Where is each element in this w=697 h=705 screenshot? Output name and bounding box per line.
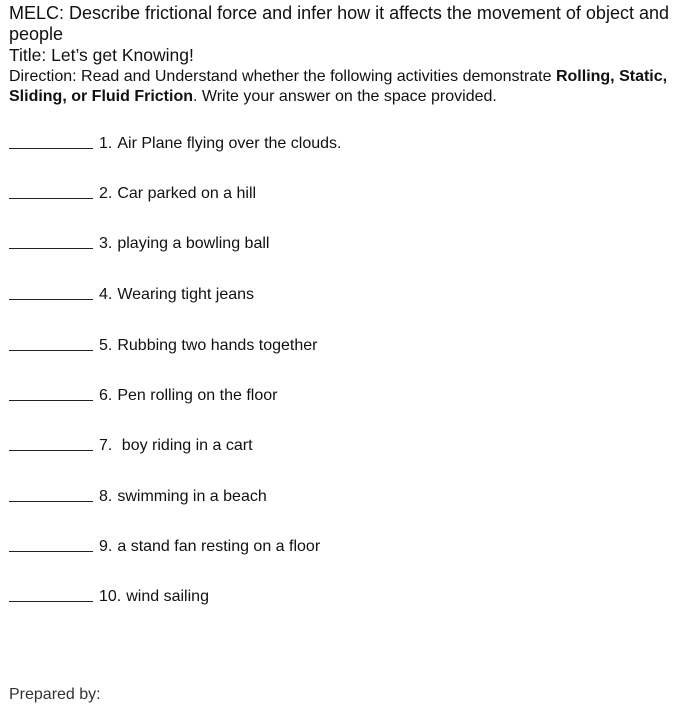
question-4-text	[99, 285, 254, 305]
question-7-text	[99, 436, 253, 456]
answer-blank-1[interactable]	[9, 148, 93, 149]
question-number: 1.	[99, 135, 113, 152]
question-number: 10.	[99, 588, 122, 605]
question-label: wind sailing	[126, 588, 209, 605]
question-number: 3.	[99, 235, 113, 252]
question-label: playing a bowling ball	[117, 235, 270, 252]
answer-blank-8[interactable]	[9, 501, 93, 502]
directions	[9, 67, 689, 107]
question-6	[0, 386, 697, 410]
answer-blank-4[interactable]	[9, 299, 93, 300]
footer-cut-off	[9, 683, 119, 703]
answer-blank-10[interactable]	[9, 601, 93, 602]
question-9-text	[99, 537, 320, 557]
answer-blank-7[interactable]	[9, 450, 93, 451]
answer-blank-5[interactable]	[9, 350, 93, 351]
answer-blank-3[interactable]	[9, 248, 93, 249]
question-label: Air Plane flying over the clouds.	[117, 135, 342, 152]
footer-text: Prepared by:	[9, 686, 101, 703]
question-number: 2.	[99, 185, 113, 202]
question-9	[0, 537, 697, 561]
worksheet-title: Title: Let’s get Knowing!	[9, 45, 194, 65]
question-3-text	[99, 234, 269, 254]
question-number: 5.	[99, 337, 113, 354]
question-7	[0, 436, 697, 460]
question-4	[0, 285, 697, 309]
question-label: a stand fan resting on a floor	[117, 538, 321, 555]
question-label: Pen rolling on the floor	[117, 387, 278, 404]
question-label: swimming in a beach	[117, 488, 267, 505]
question-2-text	[99, 184, 256, 204]
question-label: boy riding in a cart	[117, 437, 253, 454]
question-label: Car parked on a hill	[117, 185, 257, 202]
question-number: 9.	[99, 538, 113, 555]
question-10-text	[99, 587, 209, 607]
question-5	[0, 336, 697, 360]
directions-prefix: Direction: Read and Understand whether the following activities demonstrate	[9, 68, 556, 85]
question-1	[0, 134, 697, 158]
question-label: Rubbing two hands together	[117, 337, 318, 354]
question-label: Wearing tight jeans	[117, 286, 255, 303]
directions-suffix: . Write your answer on the space provided.	[192, 88, 497, 105]
answer-blank-2[interactable]	[9, 198, 93, 199]
question-8-text	[99, 487, 267, 507]
melc-heading: MELC: Describe frictional force and infer how it affects the movement of object and people	[9, 3, 669, 44]
friction-types: Rolling, Static, Sliding, or Fluid Friction	[9, 68, 668, 105]
question-3	[0, 234, 697, 258]
question-8	[0, 487, 697, 511]
question-5-text	[99, 336, 317, 356]
question-number: 8.	[99, 488, 113, 505]
question-number: 4.	[99, 286, 113, 303]
question-6-text	[99, 386, 277, 406]
answer-blank-9[interactable]	[9, 551, 93, 552]
question-number: 6.	[99, 387, 113, 404]
answer-blank-6[interactable]	[9, 400, 93, 401]
question-1-text	[99, 134, 341, 154]
question-2	[0, 184, 697, 208]
question-10	[0, 587, 697, 611]
question-number: 7.	[99, 437, 113, 454]
